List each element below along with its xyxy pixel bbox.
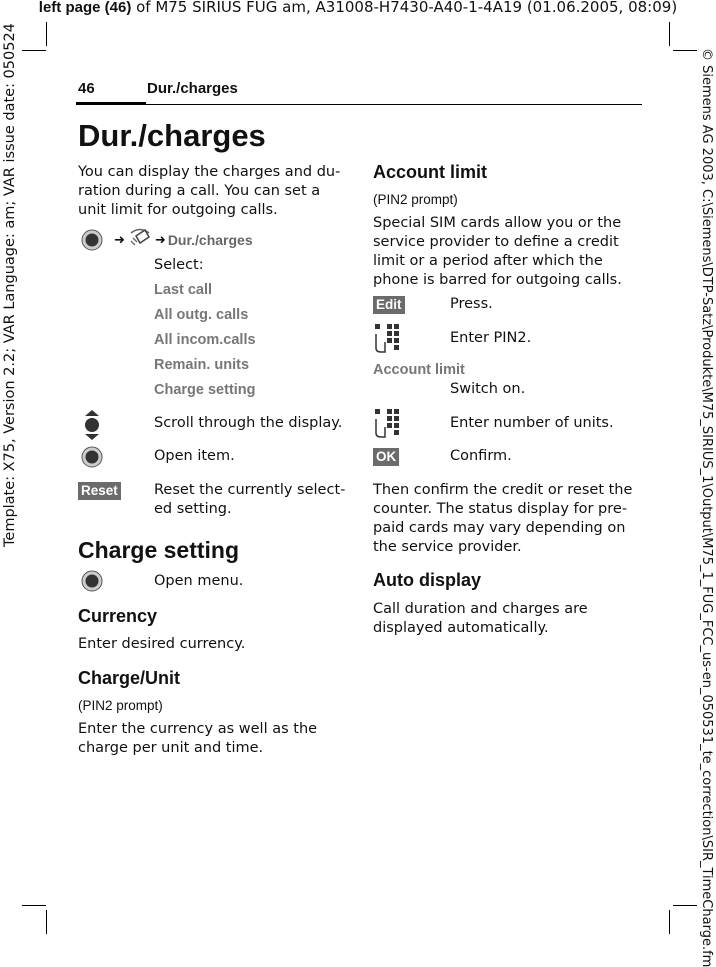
- menu-item-remain-units: Remain. units: [154, 357, 250, 373]
- intro-paragraph: You can display the charges and du-ration during a call. You can set a unit limit for outgoing calls.: [78, 164, 341, 218]
- open-item-text: Open item.: [154, 448, 235, 464]
- left-margin-text: Template: X75, Version 2.2; VAR Language: am; VAR issue date: 050524: [2, 23, 18, 547]
- enter-pin-text: Enter PIN2.: [450, 330, 532, 346]
- reset-softkey: Reset: [78, 482, 121, 500]
- account-limit-prompt: (PIN2 prompt): [373, 192, 458, 207]
- menu-item-charge-setting: Charge setting: [154, 382, 256, 398]
- menu-item-last-call: Last call: [154, 282, 213, 298]
- page-number: 46: [78, 80, 95, 97]
- menu-item-all-incom-calls: All incom.calls: [154, 332, 256, 348]
- page-title: Dur./charges: [78, 118, 266, 153]
- account-limit-label: Account limit: [373, 362, 465, 378]
- edit-softkey: Edit: [373, 296, 405, 314]
- charge-unit-text: Enter the currency as well as the charge per unit and time.: [78, 721, 318, 756]
- keypad-icon: [373, 407, 405, 443]
- scroll-text: Scroll through the display.: [154, 415, 343, 431]
- crop-mark: [46, 910, 47, 934]
- file-info-rest: of M75 SIRIUS FUG am, A31008-H7430-A40-1-4A19 (01.06.2005, 08:09): [131, 0, 678, 16]
- crop-mark: [673, 50, 697, 51]
- ok-softkey: OK: [373, 448, 399, 466]
- header-rule-thick: [76, 102, 146, 105]
- crop-mark: [22, 50, 46, 51]
- phone-dial-icon: [127, 227, 153, 253]
- right-margin-text: © Siemens AG 2003, C:\Siemens\DTP-Satz\Produkte\M75_SIRIUS_1\Output\M75_1_FUG_FCC_us-en_050531_te_correction\SIR_TimeCharge.fm: [699, 48, 714, 967]
- auto-display-heading: Auto display: [373, 570, 482, 590]
- open-menu-text: Open menu.: [154, 573, 244, 589]
- then-paragraph: Then confirm the credit or reset the counter. The status display for pre-paid cards may vary depending on the service provider.: [373, 482, 633, 555]
- select-label: Select:: [154, 257, 204, 273]
- currency-heading: Currency: [78, 606, 158, 626]
- menu-item-all-outg-calls: All outg. calls: [154, 307, 249, 323]
- crop-mark: [673, 905, 697, 906]
- keypad-icon: [373, 322, 405, 358]
- currency-text: Enter desired currency.: [78, 636, 246, 652]
- charge-unit-prompt: (PIN2 prompt): [78, 698, 163, 713]
- arrow-right-icon: ➜: [114, 232, 125, 248]
- crop-mark: [22, 905, 46, 906]
- account-limit-text: Special SIM cards allow you or the service provider to define a credit limit or a period after which the phone is barred for outgoing calls.: [373, 215, 622, 288]
- file-info-line: [0, 0, 716, 16]
- charge-setting-heading: Charge setting: [78, 537, 240, 563]
- navigation-key-icon: [81, 570, 103, 592]
- running-title: Dur./charges: [147, 80, 238, 97]
- scroll-key-icon: [81, 410, 103, 440]
- reset-text: Reset the currently select-ed setting.: [154, 482, 346, 517]
- arrow-right-icon: ➜: [154, 232, 166, 248]
- crop-mark: [669, 22, 670, 46]
- crop-mark: [46, 22, 47, 46]
- nav-path: [114, 227, 253, 253]
- file-info-bold: left page (46): [38, 0, 132, 16]
- nav-path-target: Dur./charges: [167, 232, 253, 248]
- auto-display-text: Call duration and charges are displayed automatically.: [373, 601, 588, 636]
- navigation-key-icon: [81, 446, 103, 468]
- header-rule-thin: [146, 104, 642, 105]
- enter-units-text: Enter number of units.: [450, 415, 614, 431]
- charge-unit-heading: Charge/Unit: [78, 668, 181, 688]
- crop-mark: [669, 910, 670, 934]
- navigation-key-icon: [81, 229, 103, 251]
- account-limit-heading: Account limit: [373, 162, 488, 182]
- confirm-text: Confirm.: [450, 448, 512, 464]
- switch-on-text: Switch on.: [450, 381, 526, 397]
- press-text: Press.: [450, 296, 493, 312]
